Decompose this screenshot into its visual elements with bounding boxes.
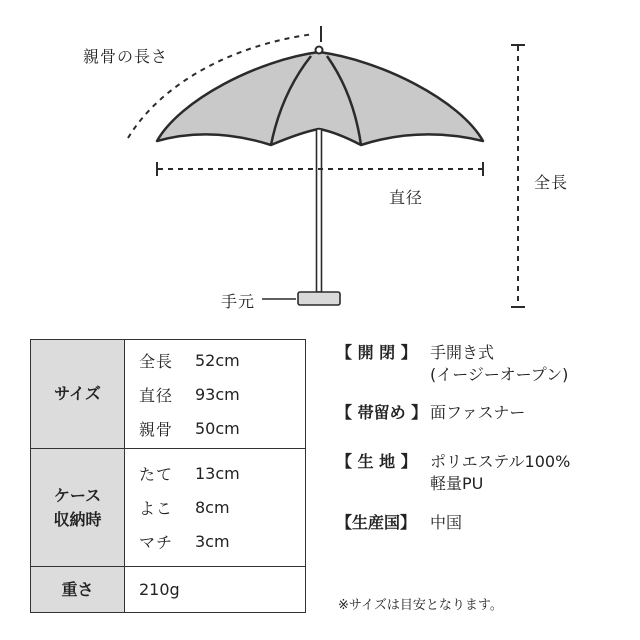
spec-values-size: [125, 340, 306, 449]
feature-key: 【 開 閉 】: [336, 343, 417, 362]
umbrella-shaft: [317, 129, 322, 292]
spec-values-case: [125, 449, 306, 567]
feature-value-line2: (イージーオープン): [430, 365, 569, 384]
table-row: [139, 411, 305, 445]
spec-key: 全長: [139, 351, 174, 371]
feature-key: 【 生 地 】: [336, 452, 417, 471]
spec-key: マチ: [139, 533, 174, 552]
feature-key: 【生産国】: [336, 513, 417, 532]
spec-value: 93cm: [195, 384, 240, 404]
table-row: [139, 491, 305, 525]
feature-value: ポリエステル100%: [430, 452, 571, 471]
spec-group-weight: [31, 567, 306, 613]
spec-value: 3cm: [195, 532, 230, 551]
table-row: [139, 343, 305, 377]
feature-value: 面ファスナー: [430, 403, 526, 422]
feature-value: 中国: [430, 513, 463, 532]
spec-key: 親骨: [139, 419, 174, 439]
umbrella-handle: [298, 292, 340, 305]
umbrella-tip: [316, 47, 323, 54]
spec-group-case: [31, 449, 306, 567]
handle-label: 手元: [221, 292, 256, 311]
spec-values-weight: [125, 567, 306, 613]
spec-value: 8cm: [195, 498, 230, 517]
table-row: [139, 377, 305, 411]
rib-length-label: 親骨の長さ: [83, 47, 169, 66]
spec-key: 直径: [139, 385, 174, 405]
spec-value: 52cm: [195, 350, 240, 370]
spec-key: たて: [139, 465, 174, 484]
spec-header-size: サイズ: [31, 340, 125, 449]
feature-value-line2: 軽量PU: [430, 474, 484, 493]
total-length-label: 全長: [534, 173, 569, 192]
spec-table: [30, 339, 306, 613]
table-row: [139, 525, 305, 559]
spec-header-case: ケース 収納時: [31, 449, 125, 567]
spec-value: 50cm: [195, 418, 240, 438]
feature-value: 手開き式: [430, 343, 495, 362]
spec-value: 210g: [139, 580, 180, 599]
table-row: [139, 457, 305, 491]
spec-group-size: [31, 340, 306, 449]
spec-header-weight: 重さ: [31, 567, 125, 613]
spec-key: よこ: [139, 499, 174, 518]
size-note: ※サイズは目安となります。: [338, 598, 503, 613]
spec-value: 13cm: [195, 464, 240, 483]
diameter-label: 直径: [389, 188, 424, 207]
feature-key: 【 帯留め 】: [336, 403, 428, 422]
